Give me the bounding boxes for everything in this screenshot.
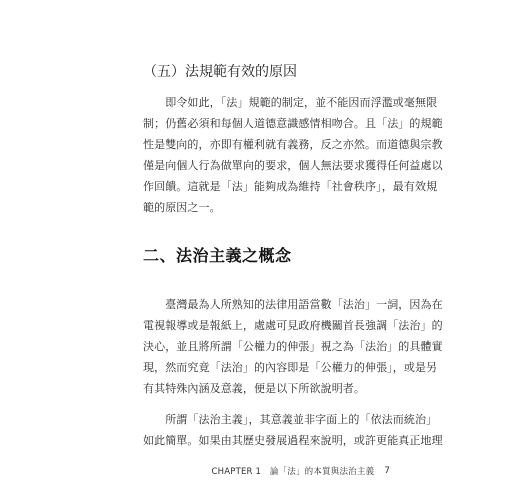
section-heading: （五）法規範有效的原因 [143, 64, 297, 80]
page-number: 7 [384, 466, 390, 476]
text-line: 如此簡單。如果由其歷史發展過程來說明，或許更能真正地理 [143, 434, 443, 447]
text-line: 作回饋。這就是「法」能夠成為維持「社會秩序」，最有效規 [143, 180, 438, 193]
page-footer [211, 465, 390, 477]
text-line: 即令如此，「法」規範的制定，並不能因而浮濫或毫無限 [143, 96, 438, 109]
text-line: 性是雙向的，亦即有權利就有義務，反之亦然。而道德與宗教 [143, 138, 443, 151]
text-line: 僅是向個人行為做單向的要求，個人無法要求獲得任何益處以 [143, 159, 443, 172]
chapter-paragraph-2 [143, 409, 443, 451]
section-paragraph [143, 92, 443, 218]
text-line: 決心，並且將所謂「公權力的伸張」視之為「法治」的具體實 [143, 340, 443, 353]
text-line: 有其特殊內涵及意義，便是以下所欲說明者。 [143, 382, 365, 395]
running-footer-chapter: CHAPTER 1 論「法」的本質與法治主義 [211, 467, 375, 477]
text-line: 所謂「法治主義」，其意義並非字面上的「依法而統治」 [143, 413, 438, 426]
chapter-heading: 二、法治主義之概念 [143, 246, 292, 265]
text-line: 電視報導或是報紙上，處處可見政府機關首長強調「法治」的 [143, 319, 443, 332]
text-line: 現，然而究竟「法治」的內容即是「公權力的伸張」，或是另 [143, 361, 438, 374]
text-line: 臺灣最為人所熟知的法律用語當數「法治」一詞，因為在 [143, 298, 443, 311]
text-line: 範的原因之一。 [143, 201, 221, 214]
text-line: 制；仍舊必須和每個人道德意識感情相吻合。且「法」的規範 [143, 117, 443, 130]
chapter-paragraph-1 [143, 294, 443, 399]
